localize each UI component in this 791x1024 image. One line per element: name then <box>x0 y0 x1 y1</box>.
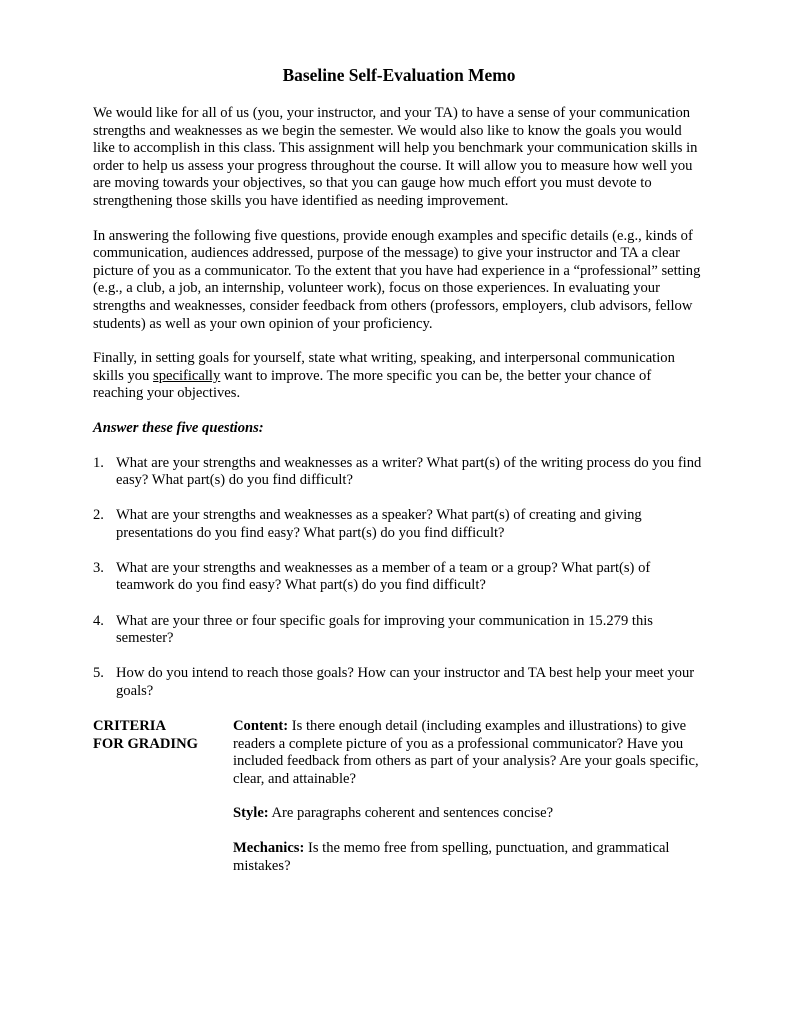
question-text: What are your strengths and weaknesses as a speaker? What part(s) of creating and giving presentations do you find easy? What part(s) do you find difficult? <box>116 507 642 541</box>
question-item <box>93 560 705 595</box>
grading-criteria <box>93 718 705 892</box>
page-title: Baseline Self-Evaluation Memo <box>282 65 516 85</box>
criteria-label <box>93 718 233 892</box>
question-text: What are your three or four specific goals for improving your communication in 15.279 this semester? <box>116 612 653 647</box>
question-text: How do you intend to reach those goals? How can your instructor and TA best help your meet your goals? <box>116 665 695 699</box>
criteria-body <box>233 718 705 892</box>
questions-heading: Answer these five questions: <box>93 419 264 436</box>
questions-list <box>93 455 705 701</box>
document-page <box>93 64 705 892</box>
mechanics-text: Is the memo free from spelling, punctuation, and grammatical mistakes? <box>233 839 670 874</box>
style-label: Style: <box>233 805 269 822</box>
mechanics-label: Mechanics: <box>233 839 305 856</box>
intro-paragraph-3 <box>93 350 705 403</box>
question-item <box>93 507 705 542</box>
criteria-mechanics <box>233 840 705 875</box>
question-number: 2. <box>93 507 104 524</box>
intro-paragraph-2: In answering the following five questions, provide enough examples and specific details (e.g., kinds of communication, audiences addressed, purpose of the message) to give your instructor and TA a clear picture of you as a communicator. To the extent that you have had experience in a “professional” setting (e.g., a club, a job, an internship, volunteer work), focus on those experiences. In evaluating your strengths and weaknesses, consider feedback from others (professors, employers, club advisors, fellow students) as well as your own opinion of your proficiency. <box>93 227 701 332</box>
style-text: Are paragraphs coherent and sentences concise? <box>268 805 554 822</box>
criteria-label-line-2: FOR GRADING <box>93 735 198 752</box>
question-number: 3. <box>93 559 104 576</box>
intro-paragraph-3-start: Finally, in setting goals for yourself, state what writing, speaking, and interpersonal communication skills you <box>93 350 675 384</box>
question-text: What are your strengths and weaknesses as a writer? What part(s) of the writing process do you find easy? What part(s) do you find difficult? <box>116 454 702 489</box>
criteria-style <box>233 805 705 823</box>
question-number: 1. <box>93 454 104 471</box>
content-label: Content: <box>233 717 289 734</box>
underlined-specifically: specifically <box>153 367 221 384</box>
question-item <box>93 613 705 648</box>
intro-paragraph-3-end: want to improve. The more specific you can be, the better your chance of reaching your objectives. <box>93 367 652 402</box>
criteria-label-line-1: CRITERIA <box>93 717 166 734</box>
criteria-content <box>233 718 705 788</box>
question-text: What are your strengths and weaknesses as a member of a team or a group? What part(s) of teamwork do you find easy? What part(s) do you find difficult? <box>116 559 651 594</box>
question-item <box>93 455 705 490</box>
question-number: 5. <box>93 665 104 682</box>
intro-paragraph-1: We would like for all of us (you, your instructor, and your TA) to have a sense of your communication strengths and weaknesses as we begin the semester. We would also like to know the goals you would like to accomplish in this class. This assignment will help you benchmark your communication skills in order to help us assess your progress throughout the course. It will allow you to measure how well you are moving towards your objectives, so that you can gauge how much effort you must devote to strengthening those skills you have identified as needing improvement. <box>93 105 698 209</box>
question-item <box>93 665 705 700</box>
content-text: Is there enough detail (including examples and illustrations) to give readers a complete picture of you as a professional communicator? Have you included feedback from others as part of your analysis? Are your goals specific, clear, and attainable? <box>233 717 699 787</box>
question-number: 4. <box>93 612 104 629</box>
